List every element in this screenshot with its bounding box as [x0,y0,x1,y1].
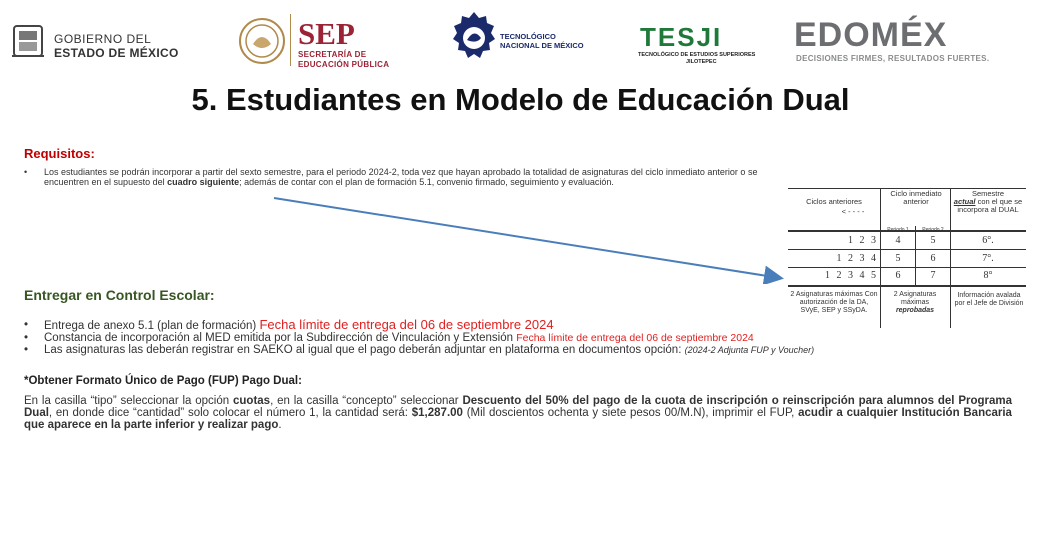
entregar-item-2-text: Constancia de incorporación al MED emitida por la Subdirección de Vinculación y Extensión [44,332,513,344]
gobierno-line2: ESTADO DE MÉXICO [54,46,179,60]
footer-col1: 2 Asignaturas máximas Con autorización de la DA, SVyE, SEP y SSyDA. [790,291,878,314]
entregar-item-2-content [44,332,754,344]
fup-text-end: . [278,419,282,431]
entregar-item [24,344,1014,356]
header-semestre-actual [952,190,1024,214]
tesji-logo-text: TESJI [640,22,723,52]
row2-anteriores: 1 2 3 4 [836,253,878,264]
edomex-slogan: DECISIONES FIRMES, RESULTADOS FUERTES. [796,54,990,63]
requisitos-heading: Requisitos: [24,146,95,161]
logo-edomex [792,16,1032,66]
entregar-item-1-deadline: Fecha límite de entrega del 06 de septiembre 2024 [259,317,554,332]
footer-col2-em: reprobadas [895,307,935,314]
cuadro-siguiente-label: cuadro siguiente [167,177,240,187]
fup-text-2: , en la casilla “concepto” seleccionar [270,395,459,407]
requisitos-text-line2: encuentren en el supuesto del [44,177,165,187]
header-periodo-2: Periodo 2 [922,227,944,233]
tecnm-gear-icon [452,10,496,66]
sep-sub-line1: SECRETARÍA DE [298,50,367,59]
fup-bank-instruction: acudir a cualquier Institución Bancaria que aparece en la parte inferior y realizar pago [24,407,1012,431]
entregar-heading: Entregar en Control Escolar: [24,287,215,303]
gobierno-line1: GOBIERNO DEL [54,32,152,46]
entregar-item [24,332,1014,344]
row3-anteriores: 1 2 3 4 5 [825,270,878,281]
page-title: 5. Estudiantes en Modelo de Educación Dual [191,82,850,117]
header-semestre-post: con el que se incorpora al DUAL [957,197,1023,214]
logo-gobierno-edomex [8,22,198,64]
incorporation-table [788,188,1026,328]
sep-sub-line2: EDUCACIÓN PÚBLICA [298,60,390,69]
footer-col2 [884,291,946,315]
entregar-item-1-content [44,319,554,332]
entregar-item-1-text: Entrega de anexo 5.1 (plan de formación) [44,320,257,332]
bullet-icon: • [24,319,29,331]
fup-heading: *Obtener Formato Único de Pago (FUP) Pago Dual: [24,375,302,387]
sep-logo-text: SEP [298,16,355,51]
row2-semestre: 7°. [982,253,994,264]
bullet-icon: • [24,332,29,344]
tesji-sub-line1: TECNOLÓGICO DE ESTUDIOS SUPERIORES [638,52,756,58]
estado-mexico-shield-icon [8,22,48,62]
header-ciclo-inmediato: Ciclo inmediato anterior [890,189,942,206]
fup-text-3: , en donde dice “cantidad” solo colocar el número 1, la cantidad será: [48,407,408,419]
row1-p1: 4 [895,235,901,246]
tecnm-line1: TECNOLÓGICO [500,32,556,41]
logo-tecnm [452,10,592,66]
requisitos-text-line2-end: ; además de contar con el plan de formación 5.1, convenio firmado, seguimiento y evaluación. [239,177,614,187]
header-ciclos-anteriores: Ciclos anteriores [806,197,862,206]
fup-paragraph [24,395,1012,431]
logo-tesji [636,22,776,66]
row3-p1: 6 [895,270,901,281]
row1-p2: 5 [930,235,936,246]
entregar-item-3-text: Las asignaturas las deberán registrar en SAEKO al igual que el pago deberán adjuntar en plataforma en documentos opción: [44,344,682,356]
header-actual-em: actual [953,197,976,206]
escudo-nacional-icon [236,14,288,66]
fup-cuotas: cuotas [233,395,271,407]
fup-amount: $1,287.00 [411,407,463,419]
row3-semestre: 8° [983,270,993,281]
row1-semestre: 6°. [982,235,994,246]
row1-anteriores: 1 2 3 [848,235,878,246]
fup-text-1: En la casilla “tipo” seleccionar la opción [24,395,230,407]
tecnm-line2: NACIONAL DE MÉXICO [500,41,584,50]
row2-p1: 5 [895,253,901,264]
logo-sep [236,14,396,69]
row2-p2: 6 [930,253,936,264]
pointer-arrow [270,192,790,284]
header-arrow: < - - - - [841,207,865,216]
edomex-logo-text: EDOMÉX [794,16,948,54]
bullet-icon: • [24,167,28,177]
entregar-item-3-content [44,344,1008,356]
requisitos-text-line1: Los estudiantes se podrán incorporar a partir del sexto semestre, para el periodo 2024-2, toda vez que hayan aprobado la totalidad de asignaturas del ciclo inmediato anterior o se [44,167,758,177]
requisitos-item [24,167,1024,187]
footer-col3: Información avalada por el Jefe de División [954,292,1024,307]
footer-col2-pre: 2 Asignaturas máximas [893,291,937,306]
entregar-item-3-note: (2024-2 Adjunta FUP y Voucher) [684,345,815,355]
entregar-item [24,319,764,332]
header-semestre-pre: Semestre [971,189,1005,198]
header-periodo-1: Periodo 1 [887,227,909,233]
entregar-item-2-deadline: Fecha límite de entrega del 06 de septiembre 2024 [516,332,754,344]
fup-descuento: Descuento del 50% del pago de la cuota de inscripción o reinscripción para alumnos del Programa Dual [24,395,1013,419]
requisitos-text [44,167,757,187]
bullet-icon: • [24,344,29,356]
row3-p2: 7 [930,270,936,281]
fup-text-4: (Mil doscientos ochenta y siete pesos 00/M.N), imprimir el FUP, [466,407,795,419]
tesji-sub-line2: JILOTEPEC [686,59,717,65]
